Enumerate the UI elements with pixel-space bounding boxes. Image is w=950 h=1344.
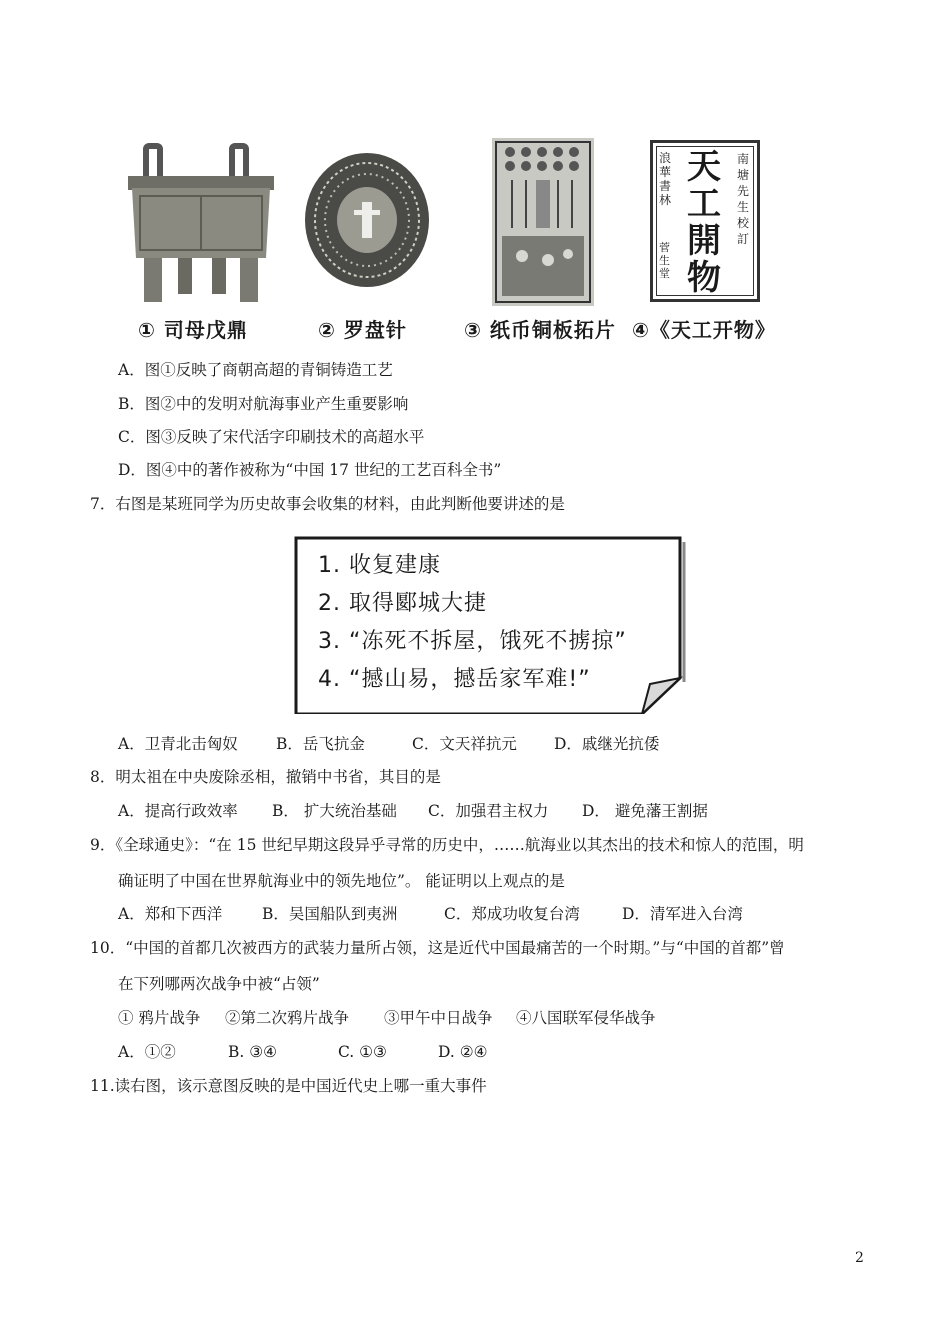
- q6-option-d: D．图④中的著作被称为“中国 17 世纪的工艺百科全书”: [118, 461, 502, 479]
- figure-caption-4: ④《天工开物》: [632, 318, 776, 342]
- q9-option-d: D．清军进入台湾: [622, 905, 743, 923]
- cover-title-char: 工: [687, 184, 721, 224]
- figure-caption-2: ② 罗盘针: [318, 318, 407, 342]
- cover-left-column-2: 菅生堂: [659, 241, 670, 280]
- q10-option-b: B. ③④: [228, 1043, 278, 1061]
- q9-option-a: A．郑和下西洋: [118, 905, 223, 923]
- q10-item-3: ③甲午中日战争: [384, 1009, 493, 1027]
- q8-option-a: A．提高行政效率: [118, 802, 238, 820]
- q10-stem-line-2: 在下列哪两次战争中被“占领”: [118, 975, 320, 993]
- q9-stem-line-2: 确证明了中国在世界航海业中的领先地位”。 能证明以上观点的是: [118, 872, 565, 890]
- q9-stem-line-1: 9．《全球通史》：“在 15 世纪早期这段异乎寻常的历史中，……航海业以其杰出的技术和惊人的范围，明: [90, 836, 804, 854]
- figure-caption-1: ① 司母戊鼎: [138, 318, 248, 342]
- figure-caption-3: ③ 纸币铜板拓片: [464, 318, 616, 342]
- q6-option-b: B．图②中的发明对航海事业产生重要影响: [118, 395, 409, 413]
- q9-option-b: B．吴国船队到夷洲: [262, 905, 398, 923]
- q10-option-c: C. ①③: [338, 1043, 387, 1061]
- note-item-2: 2. 取得郾城大捷: [318, 591, 487, 616]
- q8-stem: 8．明太祖在中央废除丞相，撤销中书省，其目的是: [90, 768, 441, 786]
- q8-option-d: D． 避免藩王割据: [582, 802, 708, 820]
- q6-option-a: A．图①反映了商朝高超的青铜铸造工艺: [118, 361, 393, 379]
- q7-option-a: A．卫青北击匈奴: [118, 735, 238, 753]
- simuwu-ding-image: [120, 140, 280, 305]
- compass-image: [302, 150, 432, 290]
- page-number: 2: [855, 1250, 864, 1266]
- cover-title-char: 物: [687, 258, 721, 298]
- q10-option-a: A．①②: [118, 1043, 176, 1061]
- q10-item-1: ① 鸦片战争: [118, 1009, 201, 1027]
- q6-option-c: C．图③反映了宋代活字印刷技术的高超水平: [118, 428, 425, 446]
- q9-option-c: C．郑成功收复台湾: [444, 905, 580, 923]
- cover-title-char: 開: [687, 221, 721, 261]
- q8-option-b: B． 扩大统治基础: [272, 802, 397, 820]
- paper-money-rubbing-image: [492, 138, 594, 306]
- q7-stem: 7．右图是某班同学为历史故事会收集的材料，由此判断他要讲述的是: [90, 495, 565, 513]
- q7-option-b: B．岳飞抗金: [276, 735, 365, 753]
- note-item-1: 1. 收复建康: [318, 553, 441, 578]
- note-item-4: 4. “撼山易，撼岳家军难!”: [318, 667, 591, 692]
- cover-left-column: 浪華書林: [659, 151, 672, 207]
- q11-stem: 11.读右图，该示意图反映的是中国近代史上哪一重大事件: [90, 1077, 487, 1095]
- tiangong-kaiwu-cover: [650, 140, 760, 302]
- q10-stem-line-1: 10．“中国的首都几次被西方的武装力量所占领，这是近代中国最痛苦的一个时期。”与“中国的首都”曾: [90, 939, 785, 957]
- q7-option-d: D．戚继光抗倭: [554, 735, 660, 753]
- q10-item-4: ④八国联军侵华战争: [516, 1009, 656, 1027]
- q10-option-d: D. ②④: [438, 1043, 488, 1061]
- q8-option-c: C．加强君主权力: [428, 802, 549, 820]
- cover-title-char: 天: [687, 147, 721, 187]
- q10-item-2: ②第二次鸦片战争: [225, 1009, 350, 1027]
- note-item-3: 3. “冻死不拆屋，饿死不掳掠”: [318, 629, 627, 654]
- q7-option-c: C．文天祥抗元: [412, 735, 517, 753]
- cover-right-column: 南塘先生校訂: [737, 152, 750, 246]
